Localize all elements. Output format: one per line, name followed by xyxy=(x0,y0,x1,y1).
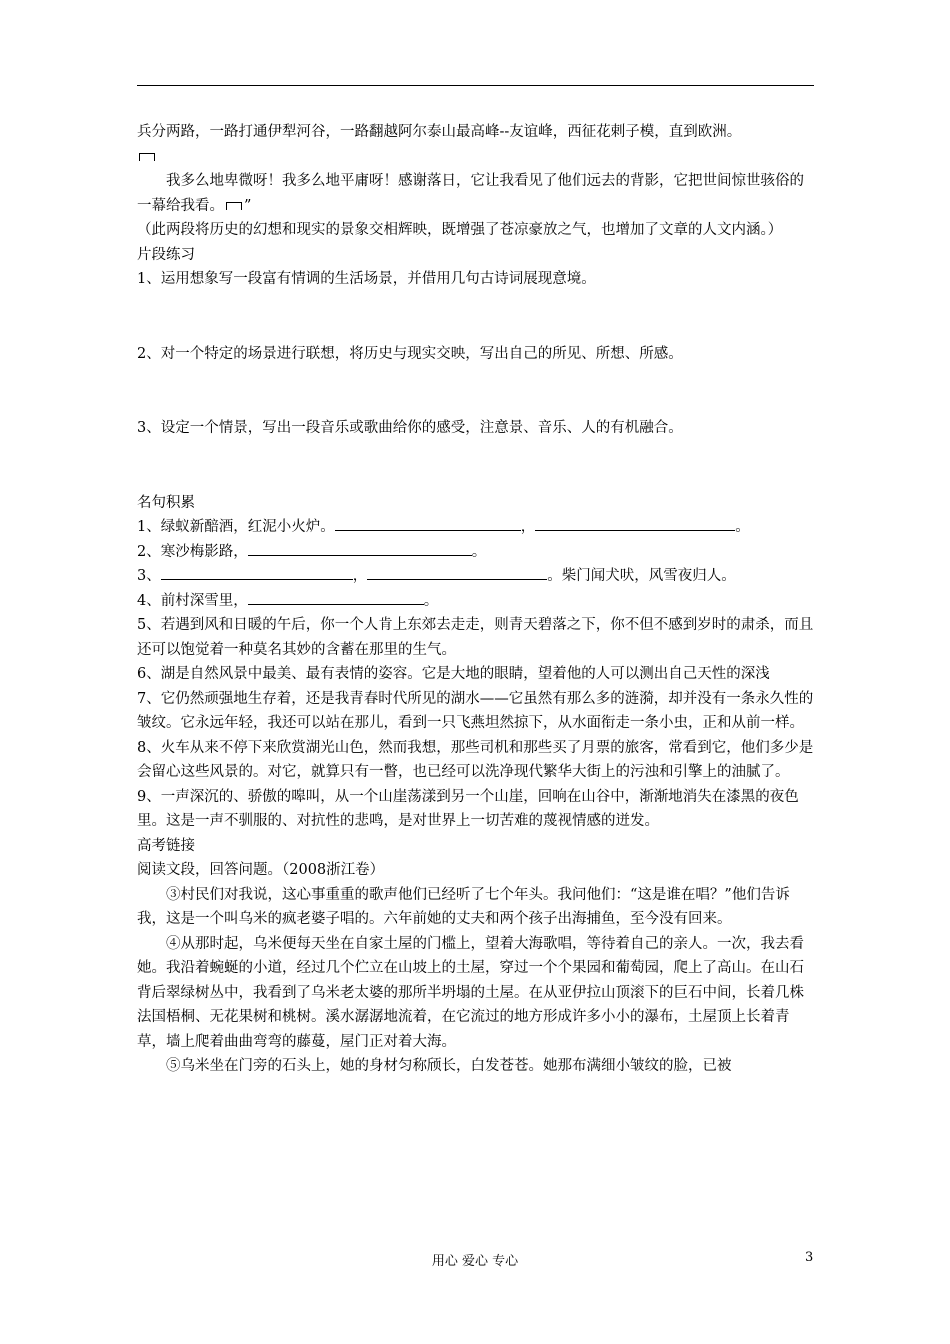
intro-quote-end: ” xyxy=(244,197,252,214)
exam-instruction: 阅读文段，回答问题。（2008浙江卷） xyxy=(137,862,385,878)
answer-blank[interactable] xyxy=(335,515,521,531)
page-content xyxy=(137,120,814,1079)
footer-slogan: 用心 爱心 专心 xyxy=(431,1254,519,1269)
exam-paragraph: ③村民们对我说，这心事重重的歌声他们已经听了七个年头。我问他们：“这是谁在唱？”他们告诉我，这是一个叫乌米的疯老婆子唱的。六年前她的丈夫和两个孩子出海捕鱼，至今没有回来。 xyxy=(137,886,790,927)
quote-item: 6、湖是自然风景中最美、最有表情的姿容。它是大地的眼睛，望着他的人可以测出自己天性的深浅 xyxy=(137,666,770,682)
answer-blank[interactable] xyxy=(248,589,424,605)
exam-title: 高考链接 xyxy=(137,837,195,854)
quote-item: 5、若遇到风和日暖的午后，你一个人肯上东郊去走走，则青天碧落之下，你不但不感到岁时的肃杀，而且还可以饱觉着一种莫名其妙的含蓄在那里的生气。 xyxy=(137,617,814,658)
quote-item: 8、火车从来不停下来欣赏湖光山色，然而我想，那些司机和那些买了月票的旅客，常看到它，他们多少是会留心这些风景的。对它，就算只有一瞥，也已经可以洗净现代繁华大街上的污浊和引擎上的油腻了。 xyxy=(137,739,814,780)
quote-item: 1、绿蚁新醅酒，红泥小火炉。 ， 。 xyxy=(137,515,814,540)
blank-mark-line xyxy=(137,145,814,170)
intro-note: （此两段将历史的幻想和现实的景象交相辉映，既增强了苍凉豪放之气，也增加了文章的人文内涵。） xyxy=(137,222,783,238)
header-rule xyxy=(137,85,814,86)
quote-item: 7、它仍然顽强地生存着，还是我青春时代所见的湖水——它虽然有那么多的涟漪，却并没有一条永久性的皱纹。它永远年轻，我还可以站在那儿，看到一只飞燕坦然掠下，从水面衔走一条小虫，正和从前一样。 xyxy=(137,690,814,731)
exercise-item: 1、运用想象写一段富有情调的生活场景，并借用几句古诗词展现意境。 xyxy=(137,271,596,287)
quote-item: 2、寒沙梅影路， 。 xyxy=(137,540,814,565)
quote-item: 9、一声深沉的、骄傲的嗥叫，从一个山崖荡漾到另一个山崖，回响在山谷中，渐渐地消失在漆黑的夜色里。这是一声不驯服的、对抗性的悲鸣，是对世界上一切苦难的蔑视情感的迸发。 xyxy=(137,788,799,829)
answer-blank[interactable] xyxy=(367,564,547,580)
blank-mark-icon xyxy=(226,202,242,210)
quote-item: 4、前村深雪里， 。 xyxy=(137,589,814,614)
quote-item: 3、 ， 。柴门闻犬吠，风雪夜归人。 xyxy=(137,564,814,589)
intro-quote xyxy=(137,169,814,218)
exercise-title: 片段练习 xyxy=(137,246,195,263)
exam-paragraph: ④从那时起，乌米便每天坐在自家土屋的门槛上，望着大海歌唱，等待着自己的亲人。一次，我去看她。我沿着蜿蜒的小道，经过几个伫立在山坡上的土屋，穿过一个个果园和葡萄园，爬上了高山。在山石背后翠绿树丛中，我看到了乌米老太婆的那所半坍塌的土屋。在从亚伊拉山顶滚下的巨石中间，长着几株法国梧桐、无花果树和桃树。溪水潺潺地流着，在它流过的地方形成许多小小的瀑布，土屋顶上长着青草，墙上爬着曲曲弯弯的藤蔓，屋门正对着大海。 xyxy=(137,935,804,1050)
answer-blank[interactable] xyxy=(161,564,353,580)
intro-quote-text: 我多么地卑微呀！我多么地平庸呀！感谢落日，它让我看见了他们远去的背影，它把世间惊世骇俗的一幕给我看。 xyxy=(137,173,804,214)
blank-mark-icon xyxy=(139,153,155,161)
exercise-item: 2、对一个特定的场景进行联想，将历史与现实交映，写出自己的所见、所想、所感。 xyxy=(137,345,683,362)
answer-blank[interactable] xyxy=(248,540,472,556)
exercise-item: 3、设定一个情景，写出一段音乐或歌曲给你的感受，注意景、音乐、人的有机融合。 xyxy=(137,420,683,436)
intro-line: 兵分两路，一路打通伊犁河谷，一路翻越阿尔泰山最高峰--友谊峰，西征花剌子模，直到欧洲。 xyxy=(137,124,742,140)
exam-paragraph: ⑤乌米坐在门旁的石头上，她的身材匀称颀长，白发苍苍。她那布满细小皱纹的脸，已被 xyxy=(166,1058,732,1074)
page-number: 3 xyxy=(805,1250,814,1265)
quotes-title: 名句积累 xyxy=(137,494,195,511)
answer-blank[interactable] xyxy=(535,515,735,531)
